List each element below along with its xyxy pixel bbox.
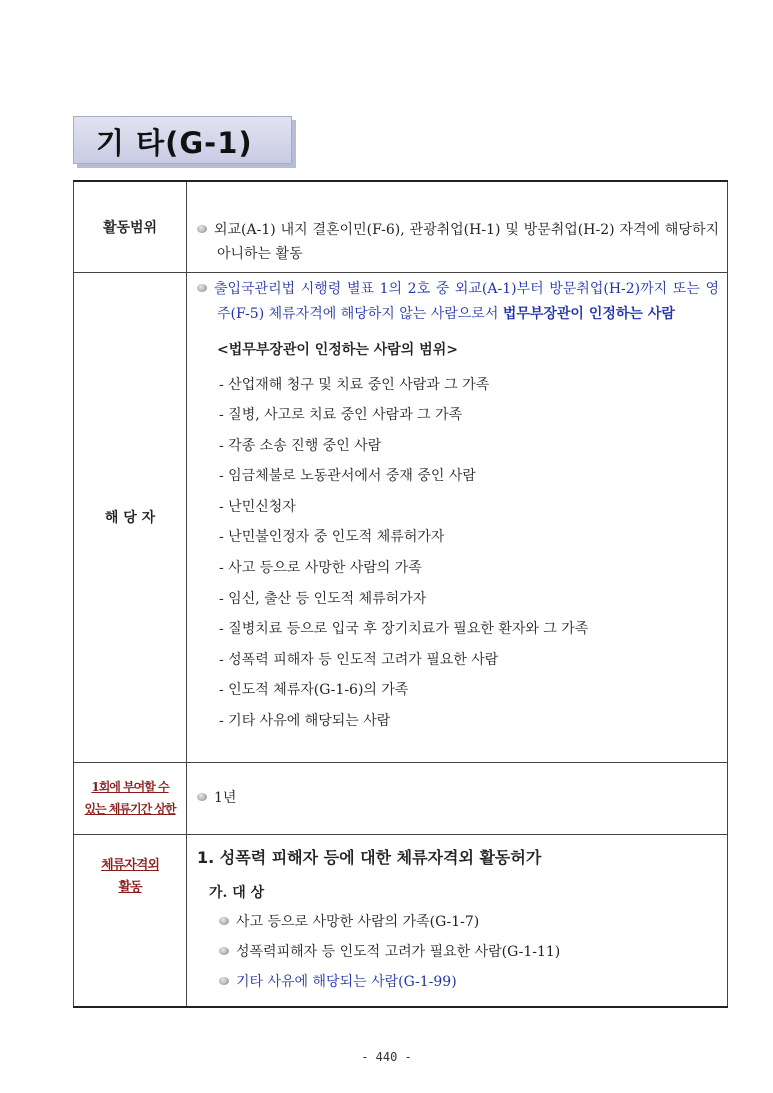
bullet-icon [219, 947, 229, 955]
list-item: - 성폭력 피해자 등 인도적 고려가 필요한 사람 [219, 651, 499, 668]
period-value: 1년 [214, 790, 237, 806]
bullet-icon [197, 284, 207, 292]
label-eligible: 해 당 자 [74, 272, 187, 762]
target-item: 사고 등으로 사망한 사람의 가족(G-1-7) [219, 912, 719, 932]
list-item: - 질병, 사고로 치료 중인 사람과 그 가족 [219, 407, 463, 424]
page-title: 기 타(G-1) [96, 126, 253, 160]
list-item: - 사고 등으로 사망한 사람의 가족 [219, 560, 422, 577]
row-other-activity [74, 834, 728, 1007]
content-period [187, 762, 728, 834]
bullet-icon [219, 917, 229, 925]
label-other-activity [74, 834, 187, 1007]
eligible-intro [197, 273, 719, 327]
section-title: 1. 성폭력 피해자 등에 대한 체류자격외 활동허가 [197, 847, 542, 867]
label-activity: 활동범위 [74, 181, 187, 272]
label-other-line1: 체류자격외 [101, 857, 159, 873]
bullet-icon [197, 225, 207, 233]
sub-heading: 가. 대 상 [209, 884, 265, 901]
list-item: - 난민불인정자 중 인도적 체류허가자 [219, 529, 445, 546]
list-item: - 질병치료 등으로 입국 후 장기치료가 필요한 환자와 그 가족 [219, 621, 589, 638]
eligible-intro-text: 출입국관리법 시행령 별표 1의 2호 중 외교(A-1)부터 방문취업(H-2)까지 또는 영주(F-5) 체류자격에 해당하지 않는 사람으로서 [214, 280, 719, 322]
bullet-icon [219, 977, 229, 985]
list-item: - 각종 소송 진행 중인 사람 [219, 437, 382, 454]
label-period-line2: 있는 체류기간 상한 [84, 802, 176, 816]
list-item: - 기타 사유에 해당되는 사람 [219, 713, 391, 730]
row-period [74, 762, 728, 834]
content-activity [187, 181, 728, 272]
list-item: - 산업재해 청구 및 치료 중인 사람과 그 가족 [219, 376, 490, 393]
page-number: - 440 - [361, 1050, 412, 1064]
list-item: - 임금체불로 노동관서에서 중재 중인 사람 [219, 468, 476, 485]
activity-text: 외교(A-1) 내지 결혼이민(F-6), 관광취업(H-1) 및 방문취업(H-2) 자격에 해당하지 아니하는 활동 [214, 222, 719, 262]
label-other-line2: 활동 [118, 879, 142, 895]
eligible-intro-bold: 법무부장관이 인정하는 사람 [502, 305, 675, 322]
title-box [73, 116, 292, 164]
list-item: - 인도적 체류자(G-1-6)의 가족 [219, 682, 409, 699]
label-period [74, 762, 187, 834]
target-item: 성폭력피해자 등 인도적 고려가 필요한 사람(G-1-11) [219, 942, 719, 962]
content-other-activity [187, 834, 728, 1007]
bullet-icon [197, 793, 207, 801]
scope-heading: <법무부장관이 인정하는 사람의 범위> [217, 341, 458, 358]
list-item: - 난민신청자 [219, 498, 296, 515]
content-eligible [187, 272, 728, 762]
row-activity [74, 181, 728, 272]
row-eligible [74, 272, 728, 762]
list-item: - 임신, 출산 등 인도적 체류허가자 [219, 590, 427, 607]
visa-info-table [73, 180, 728, 1008]
label-period-line1: 1회에 부여할 수 [91, 780, 169, 794]
target-item: 기타 사유에 해당되는 사람(G-1-99) [219, 972, 719, 992]
